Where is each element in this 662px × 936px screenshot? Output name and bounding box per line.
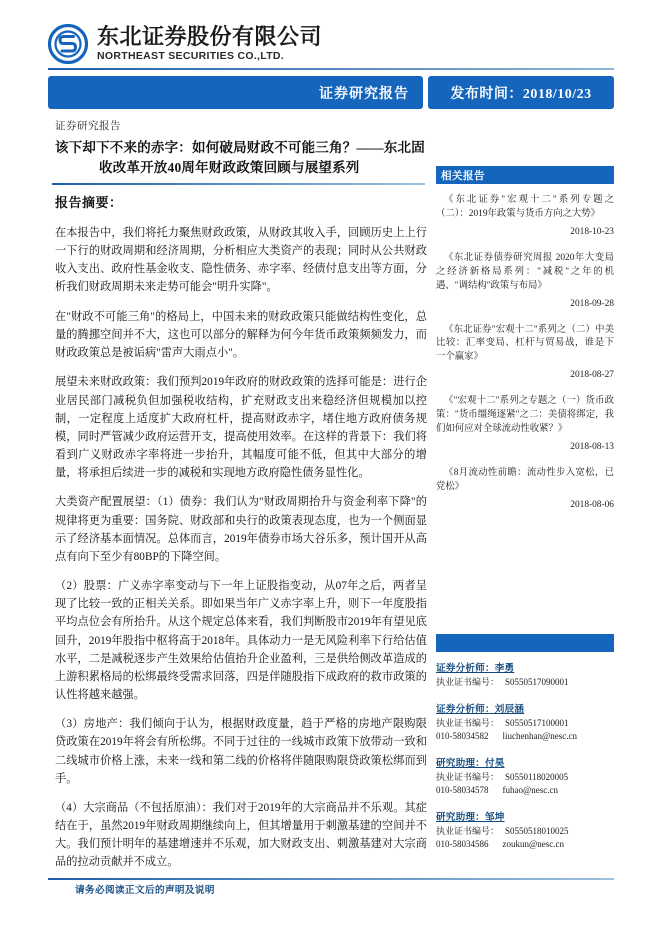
report-title-line-2: 收改革开放40周年财政政策回顾与展望系列 [99, 159, 360, 175]
analyst-license [436, 676, 614, 690]
report-banner [48, 76, 614, 109]
related-reports-panel [436, 166, 614, 525]
related-report-item[interactable] [436, 252, 614, 309]
company-name-en: NORTHEAST SECURITIES CO.,LTD. [97, 49, 285, 62]
related-report-date: 2018-08-27 [570, 370, 614, 381]
related-report-date: 2018-08-06 [570, 499, 614, 510]
analyst-license-number: S0550517100001 [505, 717, 569, 728]
analyst-license [436, 717, 614, 731]
analyst-license-label: 执业证书编号： [436, 717, 500, 728]
publish-date-banner [428, 76, 614, 109]
summary-paragraph: （3）房地产：我们倾向于认为，根据财政度量，趋于严格的房地产限购限贷政策在2019年将会有所松绑。不同于过往的一线城市政策下放带动一致和二线城市价格上涨，未来一线和第二线的价格将伴随限购限贷政策松绑而到手。 [55, 718, 427, 785]
analyst-name[interactable]: 研究助理：付昊 [436, 757, 505, 769]
analyst-entry [436, 809, 614, 852]
analyst-license-label: 执业证书编号： [436, 771, 500, 782]
summary-paragraph: 大类资产配置展望：（1）债券：我们认为"财政周期抬升与资金利率下降"的规律将更为重要：国务院、财政部和央行的政策表现态度，也为一个侧面显示了经济基本面情况。总体而言，2019年债券市场大谷乐多，预计国开从高点有向下至少有80BP的下降空间。 [55, 496, 427, 563]
title-divider [52, 183, 425, 185]
footer-disclaimer: 请务必阅读正文后的声明及说明 [75, 885, 215, 896]
analyst-license-label: 执业证书编号： [436, 825, 500, 836]
related-report-title: 《东北证券债券研究周报 2020年大变局之经济新格局系列："减税"之年的机遇、"调结构"政策与布局》 [436, 252, 614, 291]
related-report-date: 2018-10-23 [570, 226, 614, 237]
summary-paragraph: 在"财政不可能三角"的格局上，中国未来的财政政策只能做结构性变化，总量的腾挪空间并不大，这也可以部分的解释为何今年货币政策频频发力，而财政政策总是被诟病"雷声大雨点小"。 [55, 310, 427, 360]
analyst-name[interactable]: 研究助理：邹坤 [436, 811, 505, 823]
publish-date-label: 发布时间：2018/10/23 [450, 86, 592, 102]
related-report-title: 《"宏观十二"系列之专题之（一）货币政策："货币缰绳逐紧"之二：美债将绑定，我们如何应对全球流动性收紧？》 [436, 396, 614, 435]
related-report-item[interactable] [436, 194, 614, 237]
related-report-title: 《东北证券"宏观十二"系列专题之（二）：2019年政策与货币方向之大势》 [436, 195, 614, 219]
report-type-label: 证券研究报告 [319, 86, 409, 102]
analyst-entry [436, 701, 614, 744]
related-report-date: 2018-08-13 [570, 441, 614, 452]
analyst-license-number: S0550118020005 [505, 771, 569, 782]
report-kicker: 证券研究报告 [55, 121, 121, 132]
company-name-cn: 东北证券股份有限公司 [97, 23, 323, 49]
related-reports-header [436, 166, 614, 184]
analyst-panel [436, 634, 614, 863]
related-report-item[interactable] [436, 324, 614, 381]
report-title [55, 138, 425, 177]
summary-paragraph: （4）大宗商品（不包括原油）：我们对于2019年的大宗商品并不乐观。其症结在于，虽然2019年财政周期继续向上，但其增量用于刺激基建的空间并不大。我们预计明年的基建增速并不乐观，加大财政支出、刺激基建对大宗商品的拉动贡献并不成立。 [55, 802, 427, 869]
analyst-contact [436, 784, 614, 798]
related-report-item[interactable] [436, 467, 614, 510]
analyst-license-number: S0550517090001 [505, 677, 569, 687]
related-report-item[interactable] [436, 395, 614, 452]
company-logo [48, 24, 322, 64]
summary-paragraph: 展望未来财政政策：我们预判2019年政府的财政政策的选择可能是：进行企业居民部门减税负但加强税收结构，扩充财政支出来稳经济但规模加以控制，一定程度上适度扩大政府杠杆，提高财政赤字，堵住地方政府债务规模，同时严管减少政府运营开支，提高使用效率。在这样的背景下：我们将看到广义财政赤字率将进一步抬升，其幅度可能不低，但其中大部分的增量，将承担后续进一步的减税和实现地方政府隐性债务显性化。 [55, 376, 427, 480]
northeast-securities-logo-icon [48, 24, 88, 64]
related-report-title: 《8月流动性前瞻：流动性步入宽松，已党松》 [436, 467, 614, 492]
report-title-line-1: 该下却下不来的赤字：如何破局财政不可能三角？——东北固 [55, 140, 425, 155]
analyst-panel-header [436, 634, 614, 652]
report-type-banner [48, 76, 423, 109]
analyst-license [436, 825, 614, 839]
analyst-entry [436, 755, 614, 798]
analyst-phone: 010-58034578 [436, 785, 489, 795]
related-reports-heading: 相关报告 [441, 170, 485, 182]
footer-divider [48, 878, 614, 880]
report-summary-section [55, 192, 427, 880]
related-report-date: 2018-09-28 [570, 298, 614, 309]
analyst-contact [436, 730, 614, 744]
related-report-title: 《东北证券"宏观十二"系列之（二）中美比较：汇率变局、杠杆与贸易战，谁是下一个赢家》 [436, 324, 614, 363]
analyst-email[interactable]: liuchenhan@nesc.cn [502, 731, 578, 741]
analyst-phone: 010-58034586 [436, 839, 489, 849]
analyst-license-label: 执业证书编号： [436, 677, 500, 687]
analyst-name[interactable]: 证券分析师：刘辰涵 [436, 703, 525, 715]
analyst-license [436, 771, 614, 785]
analyst-entry [436, 660, 614, 690]
analyst-contact [436, 838, 614, 852]
summary-paragraph: 在本报告中，我们将托力聚焦财政政策，从财政其收入手，回顾历史上上行一下行的财政周期和经济周期，分析相应大类资产的表现；同时从公共财政收入支出、政府性基金收支、隐性债务、赤字率、经债付息支出等方面，分析我们财政周期未来走势可能会"明升实降"。 [55, 227, 427, 294]
analyst-phone: 010-58034582 [436, 731, 489, 741]
summary-paragraph: （2）股票：广义赤字率变动与下一年上证股指变动，从07年之后，两者呈现了比较一致的正相关关系。即如果当年广义赤字率上升，则下一年度股指平均点位会有所抬升。从这个规定总体来看，我们判断股市2019年有望见底回升，2019年股指中枢将高于2018年。具体动力一是无风险利率下行给估值水平，二是减税逐步产生效果给估值抬升企业盈利，三是供给侧改革造成的上游积累格局的松绑最终受需求回落，四是伴随股指下成政府的救市政策的认性将越来越强。 [55, 580, 427, 701]
summary-heading: 报告摘要： [55, 195, 123, 210]
analyst-license-number: S0550518010025 [505, 825, 569, 836]
analyst-name[interactable]: 证券分析师：李勇 [436, 663, 515, 674]
analyst-email[interactable]: fuhao@nesc.cn [502, 785, 559, 795]
analyst-email[interactable]: zoukun@nesc.cn [502, 839, 565, 849]
header-divider [48, 68, 614, 70]
